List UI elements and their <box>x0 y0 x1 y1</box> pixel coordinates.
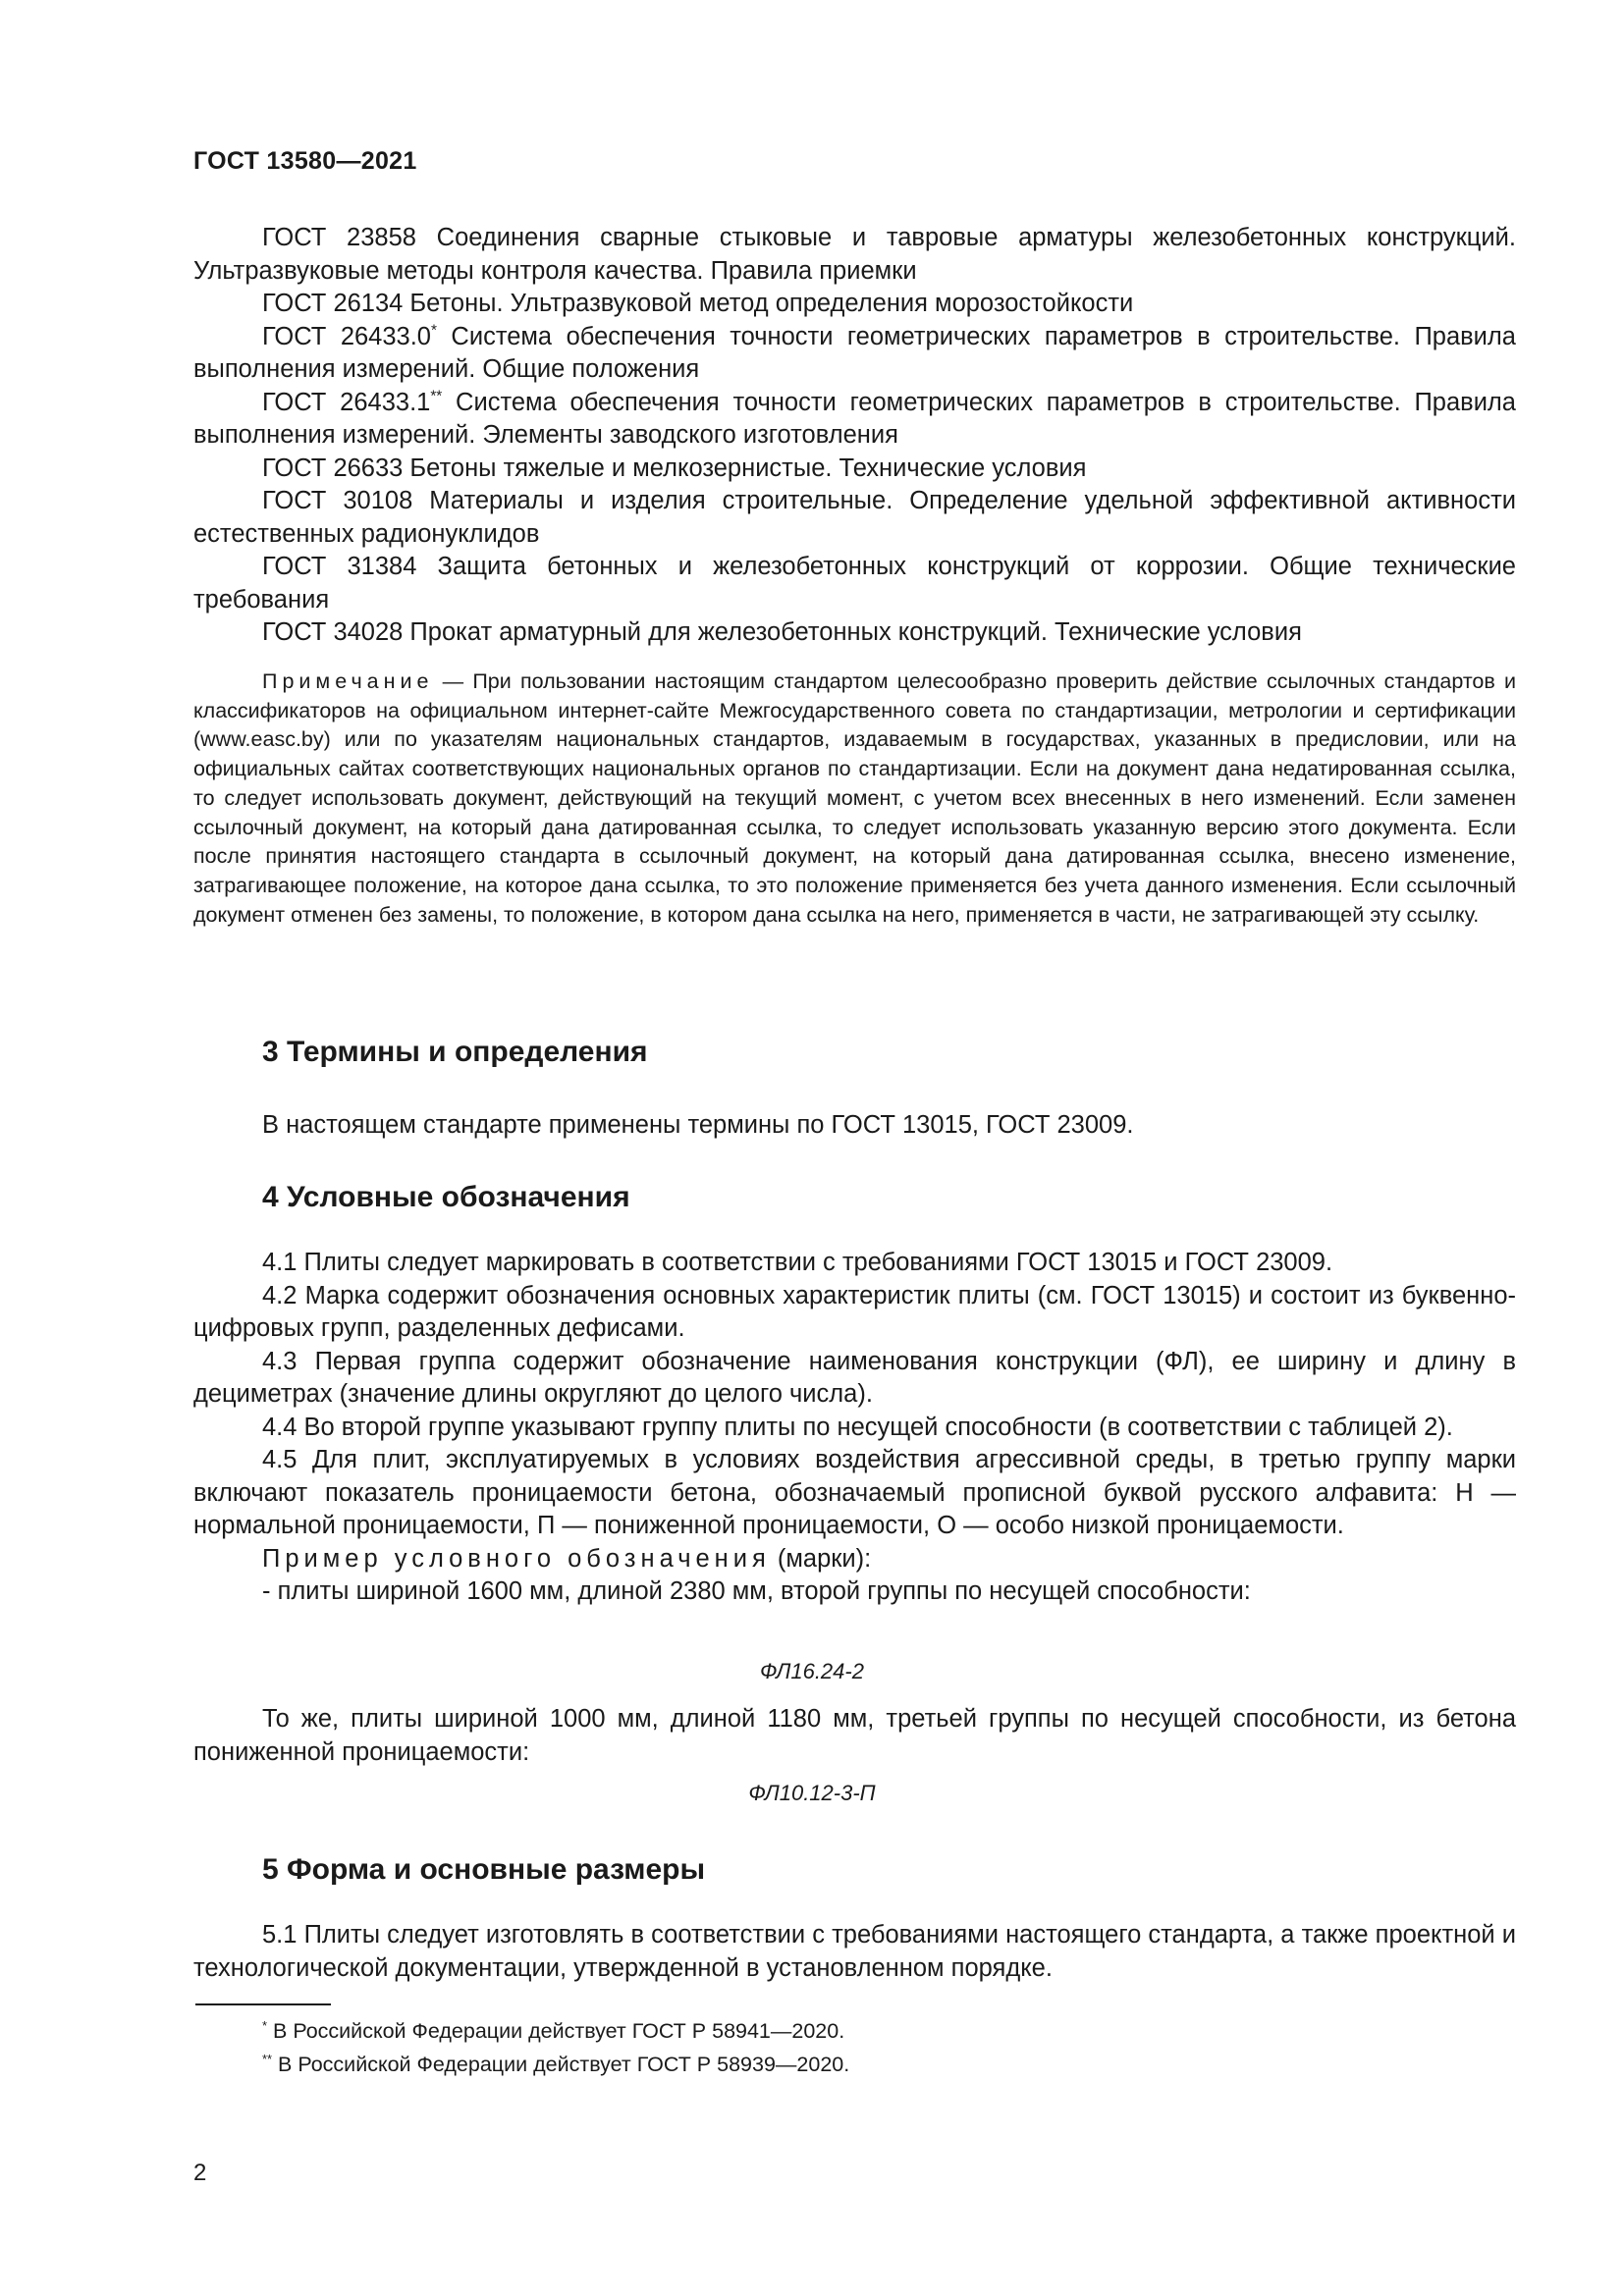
clause-4-3: 4.3 Первая группа содержит обозначение наименования конструкции (ФЛ), ее ширину и длину в дециметрах (значение длины округляют до целого числа). <box>193 1347 1516 1408</box>
note-paragraph: Примечание — При пользовании настоящим стандартом целесообразно проверить действие ссылочных стандартов и классификаторов на официальном интернет-сайте Межгосударственного совета по стандартизации, метрологии и сертификации (www.easc.by) или по указателям национальных стандартов, издаваемым в государствах, указанных в предисловии, или на официальных сайтах соответствующих национальных органов по стандартизации. Если на документ дана недатированная ссылка, то следует использовать документ, действующий на текущий момент, с учетом всех внесенных в него изменений. Если заменен ссылочный документ, на который дана датированная ссылка, то следует использовать указанную версию этого документа. Если после принятия настоящего стандарта в ссылочный документ, на который дана датированная ссылка, внесено изменение, затрагивающее положение, на которое дана ссылка, то это положение применяется без учета данного изменения. Если ссылочный документ отменен без замены, то положение, в котором дана ссылка на него, применяется в части, не затрагивающей эту ссылку. <box>193 669 1516 927</box>
footnote-separator <box>195 2003 331 2005</box>
reference-item: ГОСТ 26633 Бетоны тяжелые и мелкозернистые. Технические условия <box>262 454 1087 482</box>
page-number: 2 <box>193 2160 207 2186</box>
reference-item: ГОСТ 34028 Прокат арматурный для железобетонных конструкций. Технические условия <box>262 618 1302 646</box>
section-3-text: В настоящем стандарте применены термины по ГОСТ 13015, ГОСТ 23009. <box>262 1111 1134 1139</box>
section-4-heading: 4 Условные обозначения <box>262 1181 630 1213</box>
mark-example-2: ФЛ10.12-3-П <box>748 1781 876 1805</box>
clause-4-5: 4.5 Для плит, эксплуатируемых в условиях воздействия агрессивной среды, в третью группу марки включают показатель проницаемости бетона, обозначаемый прописной буквой русского алфавита: Н — нормальной проницаемости, П — пониженной проницаемости, О — особо низкой проницаемости. <box>193 1446 1516 1539</box>
normative-references-list <box>193 222 1516 650</box>
section-4-body <box>193 1247 1516 1609</box>
reference-item: ГОСТ 26433.1** Система обеспечения точности геометрических параметров в строительстве. Правила выполнения измерений. Элементы заводского изготовления <box>193 388 1516 449</box>
footnote-marker: ** <box>430 388 443 404</box>
running-header: ГОСТ 13580—2021 <box>193 147 417 175</box>
note-label: Примечание <box>262 669 434 693</box>
clause-4-2: 4.2 Марка содержит обозначения основных характеристик плиты (см. ГОСТ 13015) и состоит из буквенно-цифровых групп, разделенных дефисами. <box>193 1281 1516 1342</box>
reference-item: ГОСТ 31384 Защита бетонных и железобетонных конструкций от коррозии. Общие технические требования <box>193 553 1516 614</box>
example-2: То же, плиты шириной 1000 мм, длиной 1180 мм, третьей группы по несущей способности, из бетона пониженной проницаемости: <box>193 1705 1516 1766</box>
reference-item: ГОСТ 30108 Материалы и изделия строительные. Определение удельной эффективной активности естественных радионуклидов <box>193 487 1516 548</box>
section-5-heading: 5 Форма и основные размеры <box>262 1853 706 1886</box>
mark-example-1: ФЛ16.24-2 <box>760 1659 864 1683</box>
example-heading: Пример условного обозначения (марки): <box>262 1544 872 1573</box>
clause-5-1: 5.1 Плиты следует изготовлять в соответствии с требованиями настоящего стандарта, а также проектной и технологической документации, утвержденной в установленном порядке. <box>193 1921 1516 1982</box>
footnote-1: * В Российской Федерации действует ГОСТ Р 58941—2020. <box>262 2017 845 2043</box>
reference-item: ГОСТ 26134 Бетоны. Ультразвуковой метод определения морозостойкости <box>262 290 1134 317</box>
clause-4-1: 4.1 Плиты следует маркировать в соответствии с требованиями ГОСТ 13015 и ГОСТ 23009. <box>262 1249 1333 1276</box>
footnote-2: ** В Российской Федерации действует ГОСТ Р 58939—2020. <box>262 2051 850 2076</box>
reference-item: ГОСТ 26433.0* Система обеспечения точности геометрических параметров в строительстве. Правила выполнения измерений. Общие положения <box>193 322 1516 383</box>
clause-4-4: 4.4 Во второй группе указывают группу плиты по несущей способности (в соответствии с таблицей 2). <box>262 1413 1453 1441</box>
reference-item: ГОСТ 23858 Соединения сварные стыковые и тавровые арматуры железобетонных конструкций. Ультразвуковые методы контроля качества. Правила приемки <box>193 224 1516 285</box>
section-3-heading: 3 Термины и определения <box>262 1036 648 1068</box>
footnote-marker: * <box>431 322 437 339</box>
example-1: - плиты шириной 1600 мм, длиной 2380 мм, второй группы по несущей способности: <box>262 1577 1251 1605</box>
